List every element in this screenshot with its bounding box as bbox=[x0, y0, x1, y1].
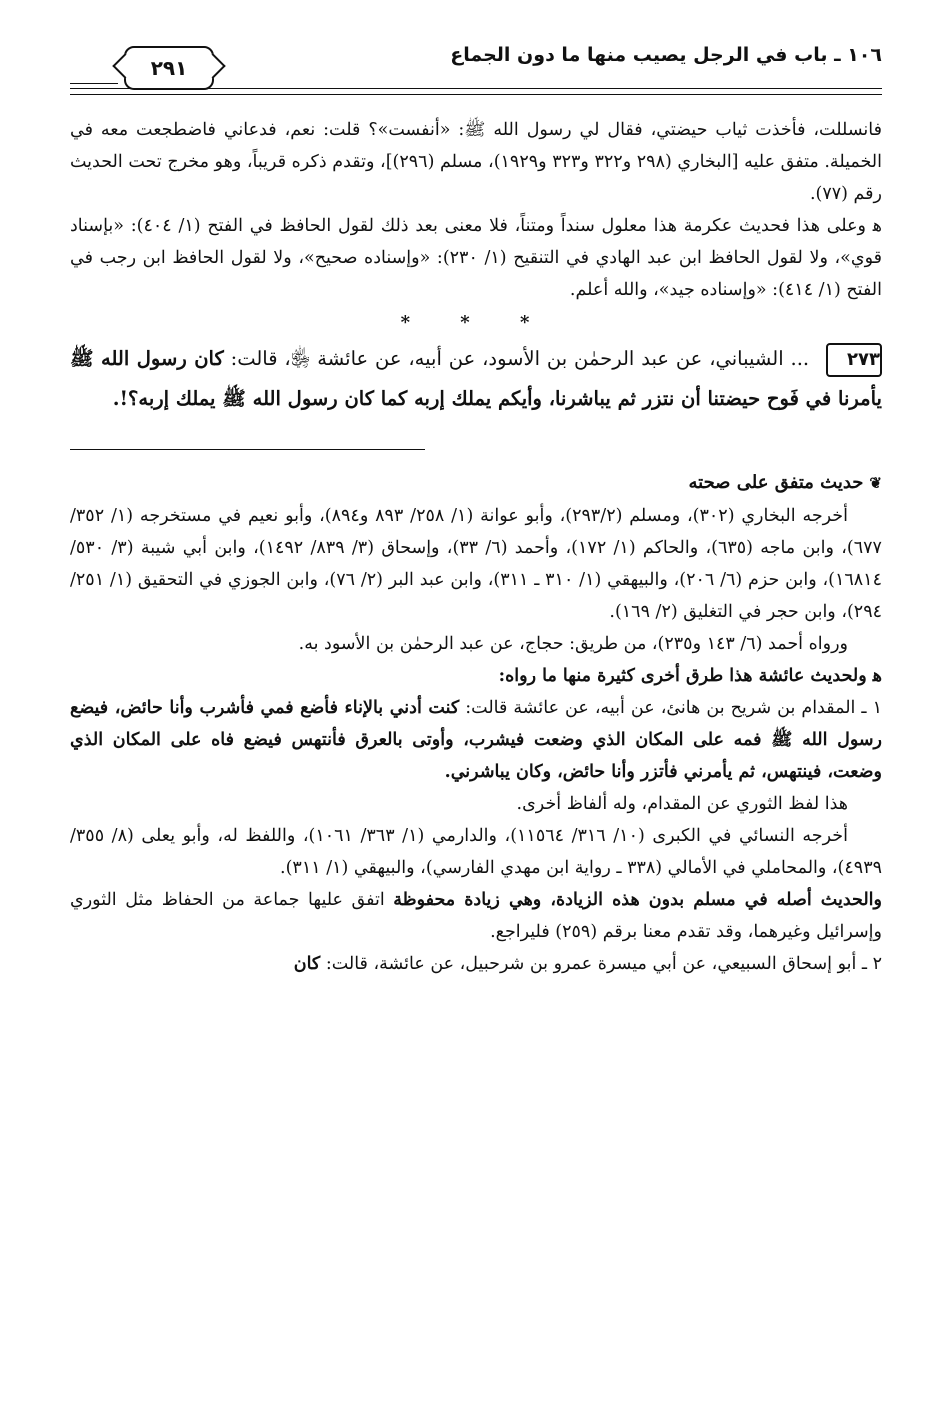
hadith-chain: ... الشيباني، عن عبد الرحمٰن بن الأسود، عن أبيه، عن عائشة ﵂، قالت: bbox=[230, 347, 810, 370]
header-rule-left bbox=[70, 83, 118, 95]
route1-paragraph bbox=[70, 692, 882, 788]
grading-text: حديث متفق على صحته bbox=[688, 472, 864, 493]
ahmad-paragraph: ورواه أحمد (٦/ ١٤٣ و٢٣٥)، من طريق: حجاج، عن عبد الرحمٰن بن الأسود به. bbox=[298, 634, 848, 654]
route1-note: هذا لفظ الثوري عن المقدام، وله ألفاظ أخرى. bbox=[516, 794, 848, 814]
book-page bbox=[70, 18, 882, 1388]
route2-paragraph bbox=[70, 948, 882, 980]
grading-line bbox=[70, 466, 882, 500]
route1-asl-paragraph bbox=[70, 884, 882, 948]
section-divider-stars: * * * bbox=[400, 312, 552, 333]
intro-paragraph: ﻫ وعلى هذا فحديث عكرمة هذا معلول سنداً ومتناً، فلا معنى بعد ذلك لقول الحافظ في الفتح (١/ ٤٠٤): «بإسناد قوي»، ولا لقول الحافظ ابن عبد الهادي في التنقيح (١/ ٢٣٠): «وإسناده صحيح»، ولا لقول الحافظ ابن رجب في الفتح (١/ ٤١٤): «وإسناده جيد»، والله أعلم. bbox=[70, 216, 882, 300]
page-body bbox=[70, 114, 882, 980]
route1-takhrij: أخرجه النسائي في الكبرى (١٠/ ٣١٦/ ١١٥٦٤)، والدارمي (١/ ٣٦٣/ ١٠٦١)، واللفظ له، وأبو يعلى (٨/ ٣٥٥/ ٤٩٣٩)، والمحاملي في الأمالي (٣٣٨ ـ رواية ابن مهدي الفارسي)، والبيهقي (١/ ٣١١). bbox=[70, 826, 882, 878]
route1-asl-bold: والحديث أصله في مسلم بدون هذه الزيادة، وهي زيادة محفوظة bbox=[393, 890, 882, 910]
hadith-paragraph bbox=[70, 339, 882, 419]
route1-chain: ١ ـ المقدام بن شريح بن هانئ، عن أبيه، عن عائشة قالت: bbox=[465, 698, 882, 718]
page-header bbox=[70, 38, 882, 94]
intro-paragraph: فانسللت، فأخذت ثياب حيضتي، فقال لي رسول الله ﷺ: «أنفست»؟ قلت: نعم، فدعاني فاضطجعت معه في الخميلة. متفق عليه [البخاري (٢٩٨ و٣٢٢ و٣٢٣ و١٩٢٩)، مسلم (٢٩٦)]، وتقدم ذكره قريباً، وهو مخرج تحت الحديث رقم (٧٧). bbox=[70, 120, 882, 204]
route1-text: كنت أدني بالإناء فأضع فمي فأشرب وأنا حائض، فيضع رسول الله ﷺ فمه على المكان الذي وضعت فيشرب، وأوتى بالعرق فأنتهس فيضع فاه على المكان الذي وضعت، فينتهس، ثم يأمرني فأتزر وأنا حائض، وكان يباشرني. bbox=[70, 698, 882, 782]
route2-chain: ٢ ـ أبو إسحاق السبيعي، عن أبي ميسرة عمرو بن شرحبيل، عن عائشة، قالت: bbox=[325, 954, 882, 974]
footnote-separator bbox=[70, 449, 425, 450]
page-number-badge bbox=[124, 46, 214, 90]
running-title: ١٠٦ ـ باب في الرجل يصيب منها ما دون الجماع bbox=[450, 44, 882, 66]
hadith-text: كان رسول الله ﷺ يأمرنا في فَوح حيضتنا أن نتزر ثم يباشرنا، وأيكم يملك إربه كما كان رسول الله ﷺ يملك إربه؟!. bbox=[70, 347, 882, 410]
hadith-block bbox=[70, 339, 882, 419]
page-number: ٢٩١ bbox=[150, 56, 188, 80]
bullet-icon: ❦ bbox=[869, 474, 882, 492]
route2-text: كان bbox=[293, 954, 321, 974]
other-routes-heading: ﻫ ولحديث عائشة هذا طرق أخرى كثيرة منها ما رواه: bbox=[498, 666, 882, 686]
takhrij-paragraph: أخرجه البخاري (٣٠٢)، ومسلم (٢٩٣/٢)، وأبو عوانة (١/ ٢٥٨/ ٨٩٣ و٨٩٤)، وأبو نعيم في مستخرجه (١/ ٣٥٢/ ٦٧٧)، وابن ماجه (٦٣٥)، والحاكم (١/ ١٧٢)، وأحمد (٦/ ٣٣)، وإسحاق (٣/ ٨٣٩/ ١٤٩٢)، وابن أبي شيبة (٣/ ٥٣٠/ ١٦٨١٤)، وابن حزم (٦/ ٢٠٦)، والبيهقي (١/ ٣١٠ ـ ٣١١)، وابن عبد البر (٢/ ٧٦)، وابن الجوزي في التحقيق (١/ ٢٥١/ ٢٩٤)، وابن حجر في التغليق (٢/ ١٦٩). bbox=[70, 506, 882, 622]
route1-asl-rest: اتفق عليها جماعة من الحفاظ مثل الثوري وإسرائيل وغيرهما، وقد تقدم معنا برقم (٢٥٩) فليراجع. bbox=[70, 890, 882, 942]
hadith-number: ٢٧٣ bbox=[826, 343, 882, 377]
